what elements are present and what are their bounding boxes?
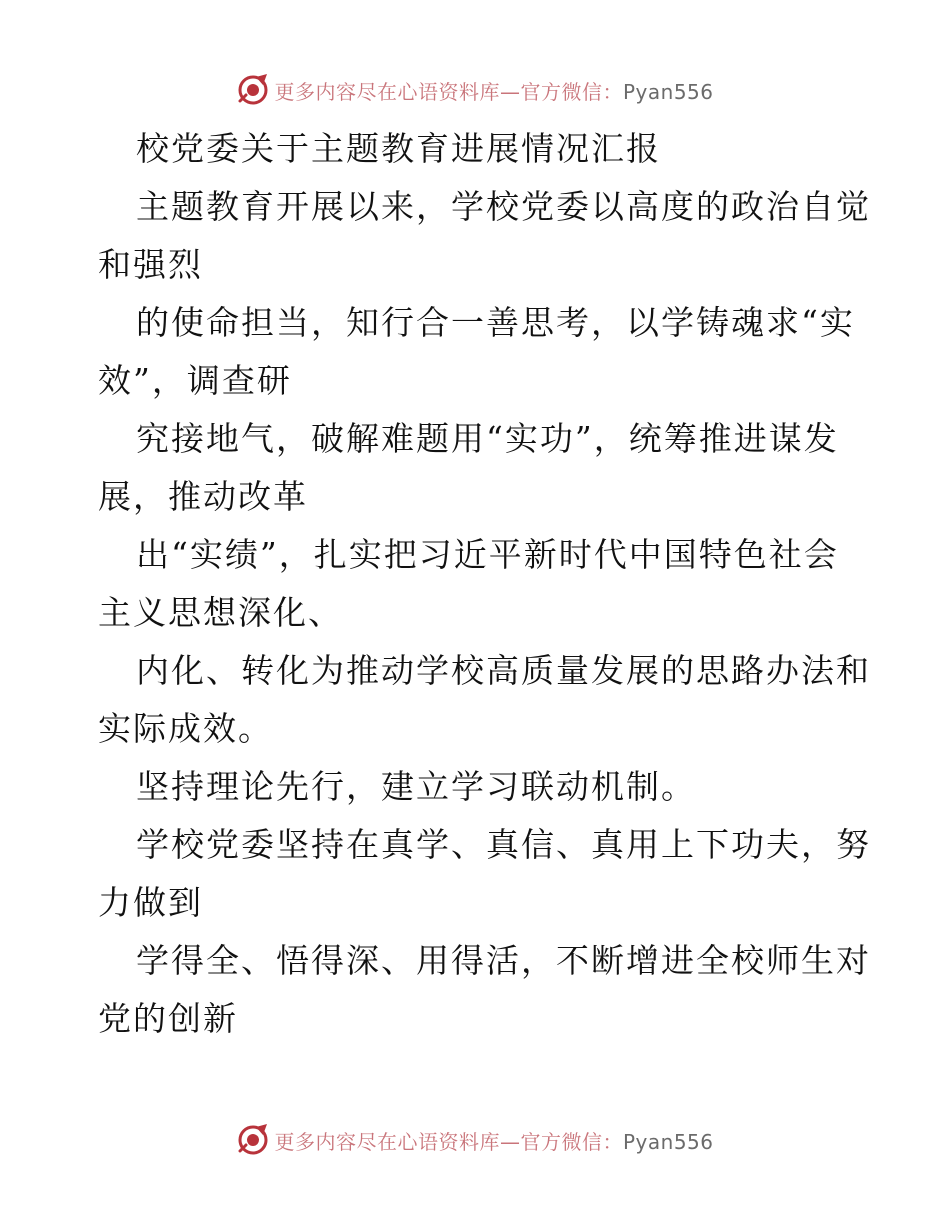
body-line: 坚持理论先行，建立学习联动机制。 xyxy=(136,767,696,806)
body-line: 效”，调查研 xyxy=(98,361,292,400)
body-line: 和强烈 xyxy=(98,245,203,284)
body-line: 的使命担当，知行合一善思考，以学铸魂求“实 xyxy=(136,303,855,342)
body-line: 校党委关于主题教育进展情况汇报 xyxy=(136,129,661,168)
body-line: 内化、转化为推动学校高质量发展的思路办法和 xyxy=(136,651,871,690)
body-line: 实际成效。 xyxy=(98,709,273,748)
body-line: 出“实绩”，扎实把习近平新时代中国特色社会 xyxy=(136,535,839,574)
header-text-main: 更多内容尽在心语资料库—官方微信： xyxy=(274,79,623,104)
footer-watermark xyxy=(0,1120,950,1160)
footer-wechat-id: Pyan556 xyxy=(622,1129,714,1154)
brand-logo-icon xyxy=(236,73,270,107)
body-line: 学得全、悟得深、用得活，不断增进全校师生对 xyxy=(136,941,871,980)
body-line: 展，推动改革 xyxy=(98,477,308,516)
body-line: 力做到 xyxy=(98,883,203,922)
header-text xyxy=(274,76,713,105)
footer-text xyxy=(274,1126,713,1155)
body-line: 究接地气，破解难题用“实功”，统筹推进谋发 xyxy=(136,419,839,458)
brand-logo-icon xyxy=(236,1123,270,1157)
body-line: 主义思想深化、 xyxy=(98,593,343,632)
body-line: 党的创新 xyxy=(98,999,238,1038)
header-watermark xyxy=(0,70,950,110)
header-wechat-id: Pyan556 xyxy=(622,79,714,104)
body-line: 主题教育开展以来，学校党委以高度的政治自觉 xyxy=(136,187,871,226)
footer-text-main: 更多内容尽在心语资料库—官方微信： xyxy=(274,1129,623,1154)
body-line: 学校党委坚持在真学、真信、真用上下功夫，努 xyxy=(136,825,871,864)
document-body xyxy=(98,120,871,1048)
